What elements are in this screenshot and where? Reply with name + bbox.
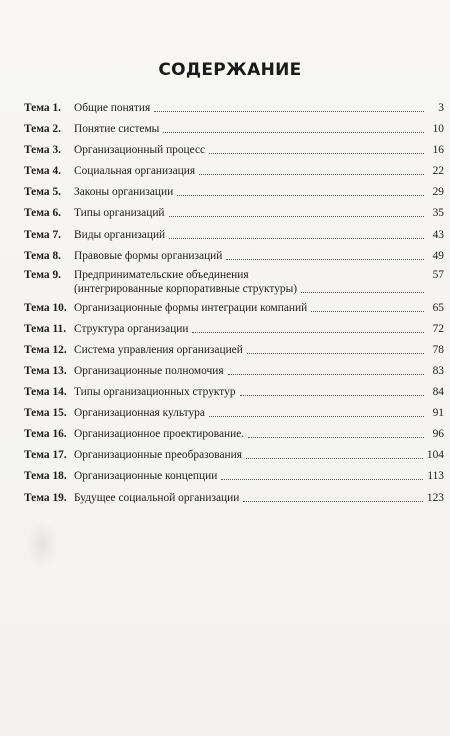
toc-entry-title: Организационные концепции bbox=[74, 470, 218, 483]
toc-entry-page: 57 bbox=[432, 268, 444, 281]
toc-entry-title: Понятие системы bbox=[74, 123, 160, 136]
toc-entry-title: Типы организационных структур bbox=[74, 386, 236, 399]
toc-entry-page: 65 bbox=[432, 301, 444, 314]
toc-entry[interactable] bbox=[24, 185, 444, 199]
toc-entry[interactable] bbox=[24, 164, 444, 178]
toc-entry-title: Организационные преобразования bbox=[74, 449, 242, 462]
dot-leader bbox=[163, 132, 424, 133]
dot-leader bbox=[199, 174, 424, 175]
toc-entry-title: Организационный процесс bbox=[74, 144, 206, 157]
toc-entry-label: Тема 5. bbox=[24, 186, 61, 199]
toc-entry-page: 43 bbox=[432, 228, 444, 241]
toc-entry-label: Тема 12. bbox=[24, 343, 67, 356]
toc-entry-label: Тема 7. bbox=[24, 228, 61, 241]
toc-entry[interactable] bbox=[24, 228, 444, 242]
paper-smudge bbox=[26, 520, 58, 568]
toc-entry-title: Виды организаций bbox=[74, 228, 166, 241]
toc-entry[interactable] bbox=[24, 427, 444, 441]
toc-entry-title: Система управления организацией bbox=[74, 343, 243, 356]
toc-entry-label: Тема 10. bbox=[24, 301, 67, 314]
toc-entry-label: Тема 3. bbox=[24, 144, 61, 157]
dot-leader bbox=[301, 292, 424, 293]
toc-entry-title bbox=[74, 268, 297, 296]
toc-entry[interactable] bbox=[24, 364, 444, 378]
toc-entry-title: Будущее социальной организации bbox=[74, 491, 240, 504]
dot-leader bbox=[247, 353, 424, 354]
toc-entry[interactable] bbox=[24, 343, 444, 357]
dot-leader bbox=[226, 259, 424, 260]
toc-entry-label: Тема 11. bbox=[24, 322, 67, 335]
toc-entry-page: 91 bbox=[432, 407, 444, 420]
toc-entry[interactable] bbox=[24, 448, 444, 462]
toc-entry[interactable] bbox=[24, 143, 444, 157]
dot-leader bbox=[177, 195, 424, 196]
dot-leader bbox=[311, 311, 424, 312]
toc-entry[interactable] bbox=[24, 206, 444, 220]
toc-entry-page: 3 bbox=[438, 102, 444, 114]
toc-entry-label: Тема 8. bbox=[24, 249, 61, 262]
toc-entry[interactable] bbox=[24, 469, 444, 483]
dot-leader bbox=[221, 479, 423, 480]
toc-entry-title: Общие понятия bbox=[74, 102, 151, 114]
toc-entry-page: 49 bbox=[432, 249, 444, 262]
dot-leader bbox=[248, 437, 424, 438]
toc-entry[interactable] bbox=[24, 385, 444, 399]
toc-entry-label: Тема 17. bbox=[24, 449, 67, 462]
dot-leader bbox=[169, 238, 424, 239]
toc-entry-label: Тема 13. bbox=[24, 364, 67, 377]
toc-entry[interactable] bbox=[24, 101, 444, 115]
toc-entry[interactable] bbox=[24, 322, 444, 336]
toc-entry-title: Типы организаций bbox=[74, 207, 165, 220]
dot-leader bbox=[240, 395, 424, 396]
toc-entry-label: Тема 18. bbox=[24, 470, 67, 483]
toc-entry-title: Организационные полномочия bbox=[74, 364, 224, 377]
toc-entry-page: 72 bbox=[432, 322, 444, 335]
toc-entry-title: Правовые формы организаций bbox=[74, 249, 223, 262]
toc-entry-page: 84 bbox=[432, 386, 444, 399]
toc-entry[interactable] bbox=[24, 491, 444, 505]
toc-entry-title: Законы организации bbox=[74, 186, 174, 199]
dot-leader bbox=[209, 416, 424, 417]
toc-entry-page: 96 bbox=[432, 428, 444, 441]
toc-entry-label: Тема 2. bbox=[24, 123, 61, 136]
dot-leader bbox=[154, 111, 424, 112]
page-title: СОДЕРЖАНИЕ bbox=[158, 60, 302, 80]
dot-leader bbox=[169, 216, 424, 217]
toc-entry-page: 83 bbox=[432, 364, 444, 377]
toc-entry-label: Тема 9. bbox=[24, 268, 61, 281]
toc-entry-label: Тема 15. bbox=[24, 407, 67, 420]
dot-leader bbox=[209, 153, 424, 154]
toc-entry[interactable] bbox=[24, 268, 444, 296]
toc-entry-title: Организационные формы интеграции компаний bbox=[74, 301, 308, 314]
toc-entry-label: Тема 6. bbox=[24, 207, 61, 220]
table-of-contents bbox=[24, 101, 444, 505]
toc-entry-page: 16 bbox=[432, 144, 444, 157]
toc-entry[interactable] bbox=[24, 406, 444, 420]
toc-entry-page: 123 bbox=[426, 491, 444, 504]
toc-entry-page: 113 bbox=[427, 470, 444, 483]
toc-entry-page: 78 bbox=[432, 343, 444, 356]
dot-leader bbox=[243, 501, 423, 502]
toc-entry-label: Тема 4. bbox=[24, 165, 61, 178]
dot-leader bbox=[192, 332, 424, 333]
toc-entry-title: Структура организации bbox=[74, 322, 189, 335]
toc-entry-label: Тема 1. bbox=[24, 102, 61, 114]
toc-entry[interactable] bbox=[24, 301, 444, 315]
toc-entry-label: Тема 16. bbox=[24, 428, 67, 441]
toc-entry-label: Тема 19. bbox=[24, 491, 67, 504]
toc-entry-title: Организационная культура bbox=[74, 407, 205, 420]
toc-entry-title: Социальная организация bbox=[74, 165, 196, 178]
toc-entry-page: 10 bbox=[432, 123, 444, 136]
toc-entry-page: 29 bbox=[432, 186, 444, 199]
toc-entry-page: 104 bbox=[426, 449, 444, 462]
toc-entry-page: 22 bbox=[432, 165, 444, 178]
toc-entry-label: Тема 14. bbox=[24, 386, 67, 399]
dot-leader bbox=[246, 458, 423, 459]
toc-entry-page: 35 bbox=[432, 207, 444, 220]
toc-entry-title-line2: (интегрированные корпоративные структуры) bbox=[74, 282, 298, 295]
toc-entry-title-line1: Предпринимательские объединения bbox=[74, 268, 249, 281]
toc-entry[interactable] bbox=[24, 122, 444, 136]
toc-entry-title: Организационное проектирование. bbox=[74, 428, 245, 441]
dot-leader bbox=[228, 374, 424, 375]
toc-entry[interactable] bbox=[24, 249, 444, 263]
